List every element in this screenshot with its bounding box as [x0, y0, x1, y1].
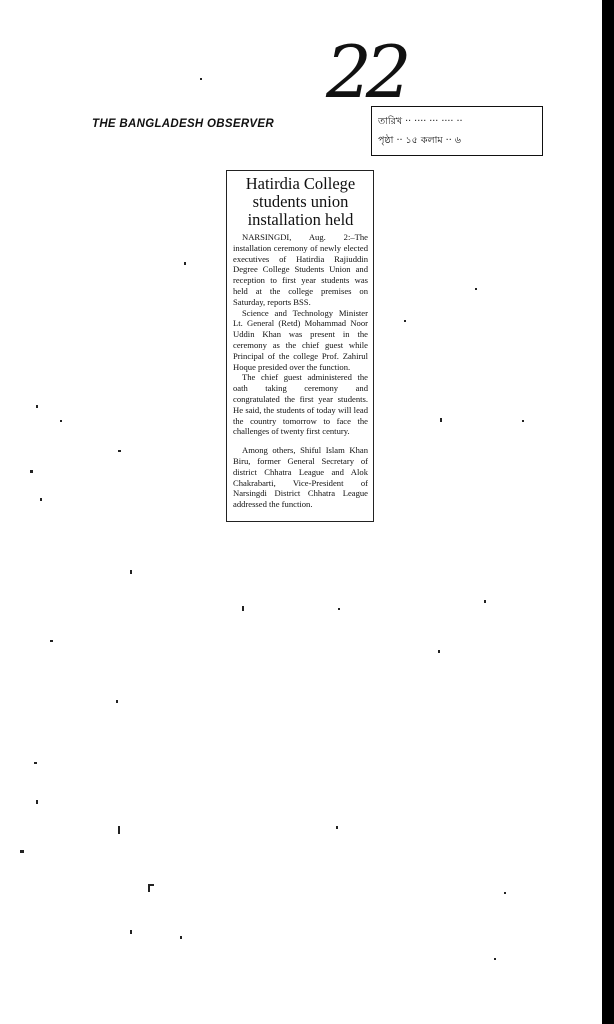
stamp-date-row	[378, 115, 538, 130]
newspaper-masthead: THE BANGLADESH OBSERVER	[92, 118, 274, 130]
stamp-column-value: ৬	[454, 135, 461, 146]
stamp-page-row: পৃষ্ঠা ·· ১৫ কলাম ·· ৬	[378, 135, 461, 146]
article-headline: Hatirdia College students union installation held	[245, 174, 356, 229]
article-paragraph: NARSINGDI, Aug. 2:–The installation ceremony of newly elected executives of Hatirdia Rajiuddin Degree College Students Union and reception to first year students was held at the college premises on Saturday, reports BSS.	[233, 232, 368, 307]
article-paragraph: Among others, Shiful Islam Khan Biru, former General Secretary of district Chhatra League and Alok Chakrabarti, Vice-President of Narsingdi District Chhatra League addressed the function.	[233, 445, 368, 510]
scan-border	[602, 0, 614, 1024]
stamp-page-label: পৃষ্ঠা	[378, 135, 394, 146]
article-paragraph: The chief guest administered the oath taking ceremony and congratulated the first year students. He said, the students of today will lead the country tomorrow to face the challenges of twenty first century.	[233, 372, 368, 437]
archive-stamp	[371, 106, 543, 156]
article-paragraph: Science and Technology Minister Lt. General (Retd) Mohammad Noor Uddin Khan was present in the ceremony as the chief guest while Principal of the college Prof. Zahirul Hoque presided over the function.	[233, 307, 368, 372]
handwritten-page-number: 22	[326, 30, 406, 114]
newspaper-clipping	[226, 170, 374, 522]
stamp-date-value: ·· ···· ··· ···· ··	[405, 116, 463, 127]
stamp-page-value: ১৫	[405, 135, 418, 146]
article-body	[233, 232, 368, 510]
stamp-column-label: কলাম	[420, 135, 443, 146]
stamp-date-label: তারিখ	[378, 116, 403, 127]
